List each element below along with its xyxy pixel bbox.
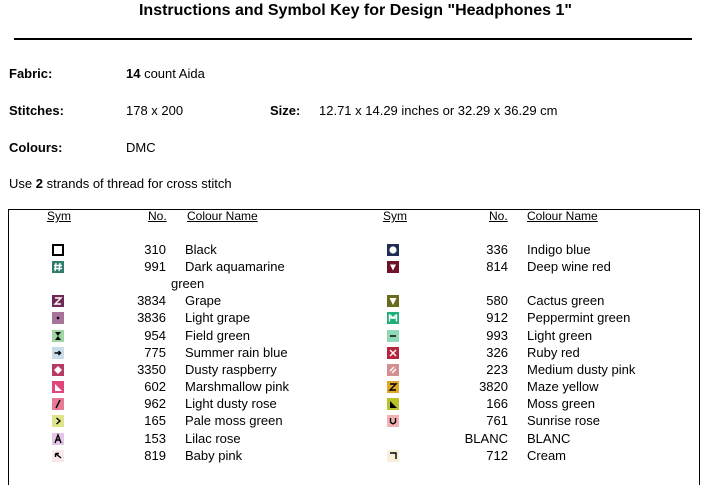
dmc-number: 962 xyxy=(144,396,166,411)
arrow-right-icon xyxy=(52,347,64,359)
colour-name: Moss green xyxy=(527,396,595,411)
hourglass-icon xyxy=(52,330,64,342)
bowtie-icon xyxy=(387,312,399,324)
stitches-label: Stitches: xyxy=(9,103,64,118)
sym-header-left: Sym xyxy=(47,209,71,223)
fabric-value xyxy=(126,66,205,81)
circle-icon xyxy=(387,244,399,256)
colour-name: Ruby red xyxy=(527,345,580,360)
dmc-number: 761 xyxy=(486,413,508,428)
dmc-number: 326 xyxy=(486,345,508,360)
dmc-number: 954 xyxy=(144,328,166,343)
colour-name: Black xyxy=(185,242,217,257)
colour-name: Lilac rose xyxy=(185,431,241,446)
dot-icon xyxy=(52,312,64,324)
colour-name: Summer rain blue xyxy=(185,345,288,360)
colour-name: Cream xyxy=(527,448,567,463)
colour-name: Light grape xyxy=(185,310,251,325)
letter-z-icon xyxy=(387,381,399,393)
fabric-label: Fabric: xyxy=(9,66,53,81)
fabric-text: count Aida xyxy=(140,66,205,81)
diamond-icon xyxy=(52,364,64,376)
colour-name: Light dusty rose xyxy=(185,396,277,411)
triangle-icon xyxy=(52,381,64,393)
corner-icon xyxy=(387,450,399,462)
strand-count: 2 xyxy=(35,176,43,191)
colour-name: Medium dusty pink xyxy=(527,362,636,377)
letter-z-icon xyxy=(52,295,64,307)
dmc-number: 814 xyxy=(486,259,508,274)
dmc-number: 3834 xyxy=(137,293,166,308)
colour-name: Cactus green xyxy=(527,293,605,308)
square-outline-icon xyxy=(52,244,64,256)
no-header-left: No. xyxy=(148,209,167,223)
dmc-number: 310 xyxy=(144,242,166,257)
dmc-number: 3350 xyxy=(137,362,166,377)
x-icon xyxy=(387,347,399,359)
arrow-upleft-icon xyxy=(52,450,64,462)
dmc-number: 223 xyxy=(486,362,508,377)
dash-icon xyxy=(387,330,399,342)
instruction-pre: Use xyxy=(9,176,36,191)
colour-name: Grape xyxy=(185,293,222,308)
dmc-number: 912 xyxy=(486,310,508,325)
colour-name: Dusty raspberry xyxy=(185,362,277,377)
dmc-number: 991 xyxy=(144,259,166,274)
colour-name: Indigo blue xyxy=(527,242,591,257)
colour-name: Marshmallow pink xyxy=(185,379,290,394)
instruction-text xyxy=(9,176,232,191)
chevron-right-icon xyxy=(52,415,64,427)
dmc-number: BLANC xyxy=(464,431,508,446)
colour-name: Light green xyxy=(527,328,593,343)
size-value: 12.71 x 14.29 inches or 32.29 x 36.29 cm xyxy=(319,103,558,118)
colour-name-header-left: Colour Name xyxy=(187,209,258,223)
document-title: Instructions and Symbol Key for Design "Headphones 1" xyxy=(138,2,573,19)
heart-icon xyxy=(387,261,399,273)
symbol-key-table xyxy=(8,209,700,485)
size-label: Size: xyxy=(270,103,301,118)
dmc-number: 602 xyxy=(144,379,166,394)
triangle-icon xyxy=(387,398,399,410)
slash-icon xyxy=(52,398,64,410)
dmc-number: 336 xyxy=(486,242,508,257)
colour-name: Deep wine red xyxy=(527,259,611,274)
dmc-number: 3836 xyxy=(137,310,166,325)
colour-name: Dark aquamarine xyxy=(185,259,285,274)
colour-name: Maze yellow xyxy=(527,379,599,394)
colour-name-continued: green xyxy=(171,276,205,291)
dmc-number: 166 xyxy=(486,396,508,411)
colour-name: Pale moss green xyxy=(185,413,283,428)
dmc-number: 819 xyxy=(144,448,166,463)
dmc-number: 165 xyxy=(144,413,166,428)
colour-name: Peppermint green xyxy=(527,310,631,325)
fabric-count: 14 xyxy=(126,66,141,81)
colour-name: BLANC xyxy=(527,431,571,446)
hash-icon xyxy=(52,261,64,273)
dmc-number: 712 xyxy=(486,448,508,463)
instruction-post: strands of thread for cross stitch xyxy=(42,176,232,191)
dmc-number: 580 xyxy=(486,293,508,308)
stitches-value: 178 x 200 xyxy=(126,103,184,118)
sym-header-right: Sym xyxy=(383,209,407,223)
colour-name-header-right: Colour Name xyxy=(527,209,598,223)
colour-name: Baby pink xyxy=(185,448,243,463)
dmc-number: 153 xyxy=(144,431,166,446)
colours-label: Colours: xyxy=(9,140,63,155)
stripes-icon xyxy=(387,364,399,376)
letter-u-icon xyxy=(387,415,399,427)
triangle-down-icon xyxy=(387,295,399,307)
colour-name: Sunrise rose xyxy=(527,413,600,428)
colours-value: DMC xyxy=(126,140,156,155)
dmc-number: 3820 xyxy=(479,379,508,394)
dmc-number: 775 xyxy=(144,345,166,360)
no-header-right: No. xyxy=(489,209,508,223)
colour-name: Field green xyxy=(185,328,251,343)
letter-a-icon xyxy=(52,433,64,445)
dmc-number: 993 xyxy=(486,328,508,343)
title-divider xyxy=(14,38,692,40)
